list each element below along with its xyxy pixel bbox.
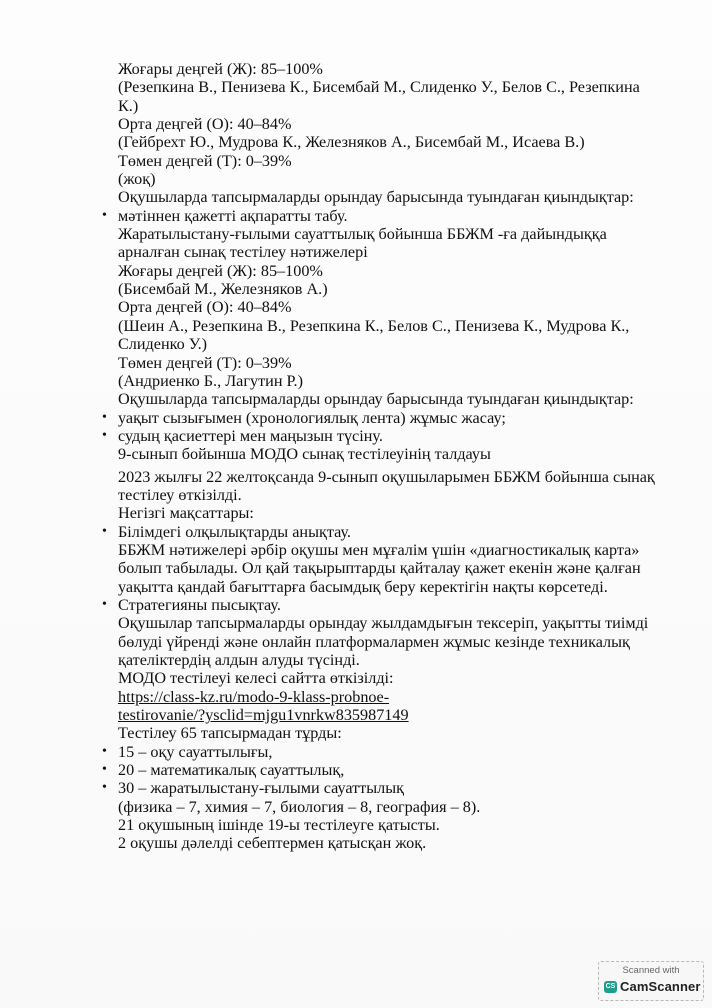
line-text: (Андриенко Б., Лагутин Р.) xyxy=(118,371,303,390)
text-line xyxy=(118,541,678,559)
text-line xyxy=(118,578,678,596)
text-line xyxy=(118,559,678,577)
line-text: бөлуді үйренді және онлайн платформалармен жұмыс кезінде техникалық xyxy=(118,632,630,651)
bullet-list-item xyxy=(102,761,678,780)
line-text: судың қасиеттері мен маңызын түсіну. xyxy=(118,426,383,445)
line-text: 20 – математикалық сауаттылық, xyxy=(118,761,345,780)
text-line xyxy=(118,724,678,742)
bullet-list-item xyxy=(102,206,678,225)
text-line xyxy=(118,317,678,335)
text-line xyxy=(118,651,678,669)
text-line xyxy=(118,614,678,632)
bullet-list-item xyxy=(102,426,678,445)
line-text: (Бисембай М., Железняков А.) xyxy=(118,280,328,299)
line-text: Стратегияны пысықтау. xyxy=(118,595,281,614)
line-text: арналған сынақ тестілеу нәтижелері xyxy=(118,243,368,262)
line-text: 21 оқушының ішінде 19-ы тестілеуге қатысты. xyxy=(118,816,440,835)
line-text: 2023 жылғы 22 желтоқсанда 9-сынып оқушыларымен ББЖМ бойынша сынақ xyxy=(118,467,655,486)
line-text: (физика – 7, химия – 7, биология – 8, география – 8). xyxy=(118,797,481,816)
bullet-icon: • xyxy=(102,409,107,425)
line-text: Жаратылыстану-ғылыми сауаттылық бойынша ББЖМ -ға дайындыққа xyxy=(118,225,607,244)
line-text: Төмен деңгей (Т): 0–39% xyxy=(118,151,292,170)
text-line xyxy=(118,97,678,115)
line-text: Оқушыларда тапсырмаларды орындау барысында туындаған қиындықтар: xyxy=(118,188,634,207)
text-line xyxy=(118,170,678,188)
line-text: уақыт сызығымен (хронологиялық лента) жұмыс жасау; xyxy=(118,408,506,427)
text-line xyxy=(118,280,678,298)
bullet-list-item xyxy=(102,408,678,427)
line-text: Орта деңгей (О): 40–84% xyxy=(118,115,292,134)
line-text: Жоғары деңгей (Ж): 85–100% xyxy=(118,261,323,280)
line-text: Оқушылар тапсырмаларды орындау жылдамдығын тексеріп, уақытты тиімді xyxy=(118,614,649,633)
text-line xyxy=(118,115,678,133)
url-link[interactable]: https://class-kz.ru/modo-9-klass-probnoe- xyxy=(118,687,390,706)
text-line xyxy=(118,633,678,651)
line-text: Білімдегі олқылықтарды анықтау. xyxy=(118,522,351,541)
line-text: мәтіннен қажетті ақпаратты табу. xyxy=(118,206,348,225)
link-line xyxy=(118,706,678,724)
text-line xyxy=(118,188,678,206)
url-link[interactable]: testirovanie/?ysclid=mjgu1vnrkw835987149 xyxy=(118,706,409,725)
line-text: (Гейбрехт Ю., Мудрова К., Железняков А., Бисембай М., Исаева В.) xyxy=(118,133,585,152)
line-text: (жоқ) xyxy=(118,170,156,189)
line-text: 9-сынып бойынша МОДО сынақ тестілеуінің талдауы xyxy=(118,445,491,464)
text-line xyxy=(118,133,678,151)
line-text: МОДО тестілеуі келесі сайтта өткізілді: xyxy=(118,669,394,688)
text-line xyxy=(118,335,678,353)
line-text: Слиденко У.) xyxy=(118,335,208,354)
line-text: 2 оқушы дәлелді себептермен қатысқан жоқ. xyxy=(118,834,427,853)
line-text: болып табылады. Ол қай тақырыптарды қайталау қажет екенін және қалған xyxy=(118,559,641,578)
line-text: Тестілеу 65 тапсырмадан тұрды: xyxy=(118,724,342,743)
line-text: Орта деңгей (О): 40–84% xyxy=(118,298,292,317)
line-text: (Резепкина В., Пенизева К., Бисембай М., Слиденко У., Белов С., Резепкина xyxy=(118,78,640,97)
text-line xyxy=(118,486,678,504)
line-text: Оқушыларда тапсырмаларды орындау барысында туындаған қиындықтар: xyxy=(118,390,634,409)
text-line xyxy=(118,834,678,852)
line-text: 30 – жаратылыстану-ғылыми сауаттылық xyxy=(118,779,404,798)
bullet-list-item xyxy=(102,522,678,541)
text-line xyxy=(118,669,678,687)
line-text: ББЖМ нәтижелері әрбір оқушы мен мұғалім үшін «диагностикалық карта» xyxy=(118,540,640,559)
line-text: Төмен деңгей (Т): 0–39% xyxy=(118,353,292,372)
bullet-list-item xyxy=(102,742,678,761)
text-line xyxy=(118,390,678,408)
text-line xyxy=(118,372,678,390)
bullet-list-item xyxy=(102,595,678,614)
text-line xyxy=(118,445,678,463)
bullet-list-item xyxy=(102,779,678,798)
text-line xyxy=(118,60,678,78)
text-line xyxy=(118,243,678,261)
line-text: Жоғары деңгей (Ж): 85–100% xyxy=(118,60,323,78)
text-line xyxy=(118,152,678,170)
text-line xyxy=(118,798,678,816)
line-text: К.) xyxy=(118,96,139,115)
text-line xyxy=(118,354,678,372)
watermark-caption: Scanned with xyxy=(622,965,680,976)
bullet-icon: • xyxy=(102,762,107,778)
bullet-icon: • xyxy=(102,427,107,443)
text-line xyxy=(118,225,678,243)
line-text: 15 – оқу сауаттылығы, xyxy=(118,742,273,761)
text-line xyxy=(118,78,678,96)
line-text: (Шеин А., Резепкина В., Резепкина К., Белов С., Пенизева К., Мудрова К., xyxy=(118,316,630,335)
camscanner-watermark xyxy=(598,961,704,1001)
text-line xyxy=(118,504,678,522)
link-line xyxy=(118,688,678,706)
bullet-icon: • xyxy=(102,780,107,796)
line-text: уақытта қандай бағыттарға басымдық беру керектігін нақты көрсетеді. xyxy=(118,577,608,596)
document-body xyxy=(102,60,678,853)
text-line xyxy=(118,262,678,280)
line-text: тестілеу өткізілді. xyxy=(118,485,242,504)
bullet-icon: • xyxy=(102,596,107,612)
text-line xyxy=(118,468,678,486)
watermark-brand: CamScanner xyxy=(620,979,701,994)
bullet-icon: • xyxy=(102,743,107,759)
line-text: Негізгі мақсаттары: xyxy=(118,504,254,523)
bullet-icon: • xyxy=(102,207,107,223)
line-text: қателіктердің алдын алуды түсінді. xyxy=(118,651,360,669)
text-line xyxy=(118,816,678,834)
camscanner-logo-icon: CS xyxy=(604,981,617,993)
bullet-icon: • xyxy=(102,523,107,539)
text-line xyxy=(118,298,678,316)
